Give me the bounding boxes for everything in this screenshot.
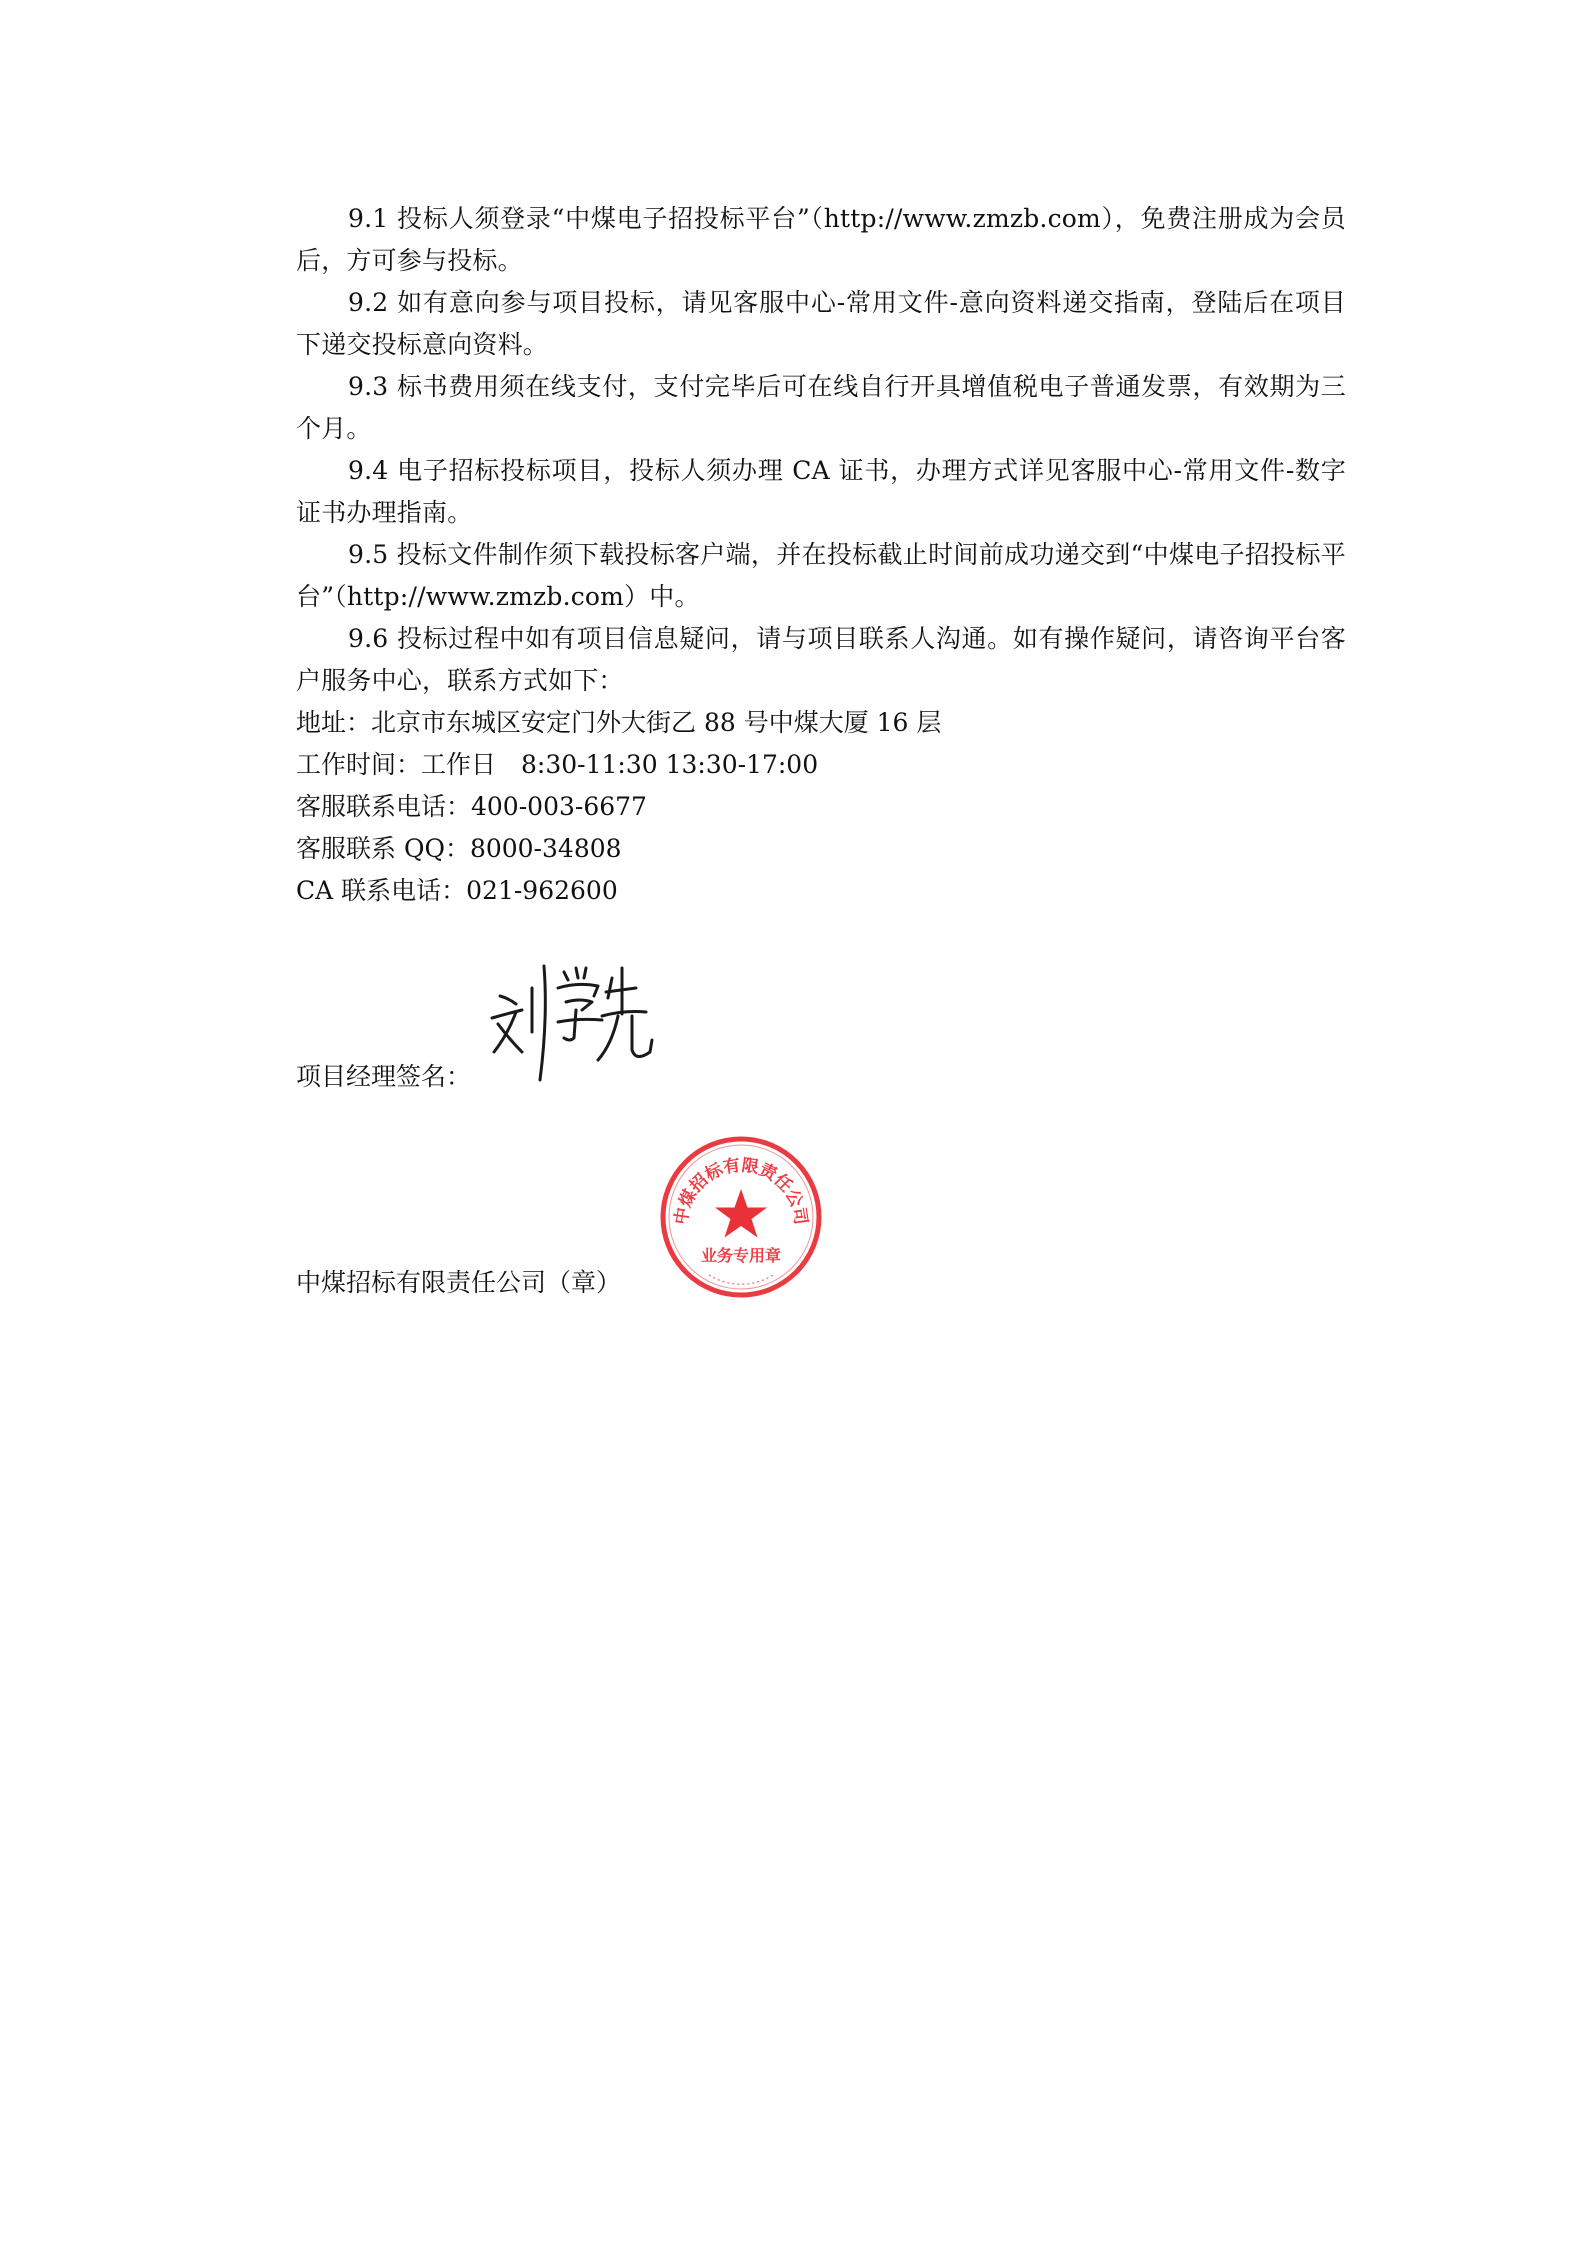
paragraph-9-6: 9.6 投标过程中如有项目信息疑问，请与项目联系人沟通。如有操作疑问，请咨询平台客户服务中心，联系方式如下： [296, 624, 1346, 695]
paragraph-9-1: 9.1 投标人须登录“中煤电子招投标平台”（http://www.zmzb.com），免费注册成为会员后，方可参与投标。 [296, 204, 1346, 275]
paragraph-9-5: 9.5 投标文件制作须下载投标客户端，并在投标截止时间前成功递交到“中煤电子招投标平台”（http://www.zmzb.com）中。 [296, 540, 1346, 611]
star-icon [715, 1189, 767, 1238]
handwritten-signature [486, 948, 656, 1088]
signature-label: 项目经理签名： [296, 1062, 472, 1091]
contact-phone: 客服联系电话：400-003-6677 [296, 792, 647, 821]
paragraph-9-2: 9.2 如有意向参与项目投标，请见客服中心-常用文件-意向资料递交指南，登陆后在项目下递交投标意向资料。 [296, 288, 1346, 359]
seal-bottom-text: 业务专用章 [700, 1246, 782, 1265]
official-seal [657, 1133, 825, 1301]
contact-address: 地址：北京市东城区安定门外大街乙 88 号中煤大厦 16 层 [296, 708, 942, 737]
contact-hours: 工作时间：工作日 8:30-11:30 13:30-17:00 [296, 750, 819, 779]
contact-ca-phone: CA 联系电话：021-962600 [296, 876, 618, 905]
paragraph-9-3: 9.3 标书费用须在线支付，支付完毕后可在线自行开具增值税电子普通发票，有效期为三个月。 [296, 372, 1346, 443]
notice-body [296, 198, 1346, 912]
seal-top-text: 中煤招标有限责任公司 [671, 1155, 811, 1227]
company-label: 中煤招标有限责任公司（章） [296, 1268, 622, 1297]
contact-qq: 客服联系 QQ：8000-34808 [296, 834, 622, 863]
paragraph-9-4: 9.4 电子招标投标项目，投标人须办理 CA 证书，办理方式详见客服中心-常用文件-数字证书办理指南。 [296, 456, 1346, 527]
